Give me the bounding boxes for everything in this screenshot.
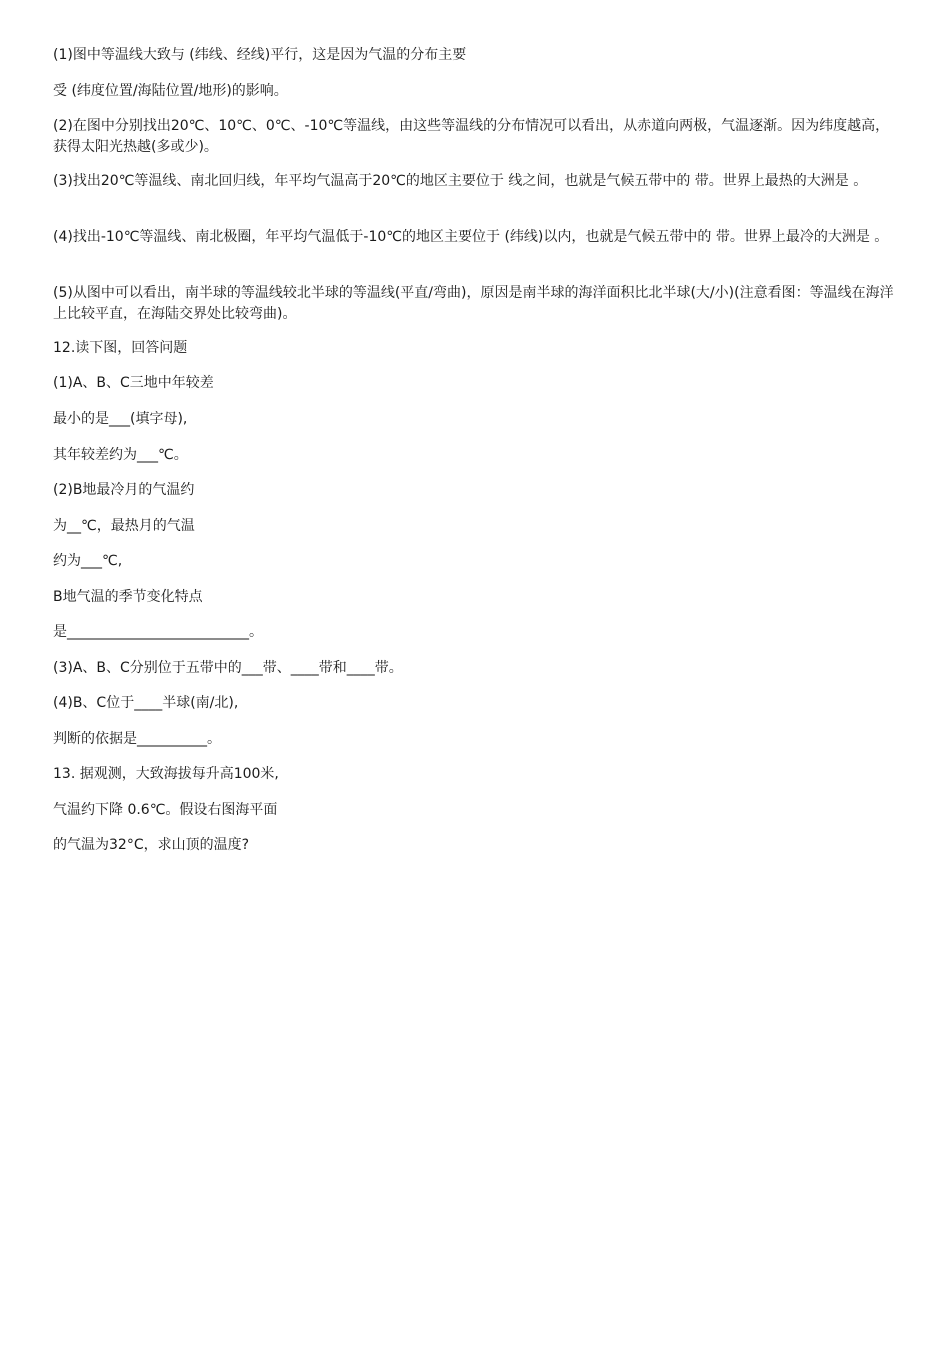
q12-part2-line5: 是__________________________。 [53,624,263,640]
q12-part2-line3: 约为___℃, [53,553,123,569]
q12-part4-line2: 判断的依据是__________。 [53,731,221,747]
q12-part1-line2: 最小的是___(填字母), [53,411,188,427]
q12-part2-line4: B地气温的季节变化特点 [53,589,203,605]
q13-line2: 气温约下降 0.6℃。假设右图海平面 [53,802,278,818]
q12-part3: (3)A、B、C分别位于五带中的___带、____带和____带。 [53,660,403,676]
q12-part2-line2: 为__℃，最热月的气温 [53,518,195,534]
q11-part3: (3)找出20℃等温线、南北回归线，年平均气温高于20℃的地区主要位于 线之间，也就是气候五带中的 带。世界上最热的大洲是 。 [53,173,868,189]
q11-part1-line1: (1)图中等温线大致与 (纬线、经线)平行，这是因为气温的分布主要 [53,47,467,63]
q12-part1-line1: (1)A、B、C三地中年较差 [53,375,214,391]
q13-line3: 的气温为32°C，求山顶的温度? [53,837,250,853]
q12-part1-line3: 其年较差约为___℃。 [53,447,188,463]
q11-part4: (4)找出-10℃等温线、南北极圈，年平均气温低于-10℃的地区主要位于 (纬线)以内，也就是气候五带中的 带。世界上最冷的大洲是 。 [53,229,889,245]
q13-line1: 13. 据观测，大致海拔每升高100米, [53,766,279,782]
q11-part5: (5)从图中可以看出，南半球的等温线较北半球的等温线(平直/弯曲)，原因是南半球的海洋面积比北半球(大/小)(注意看图：等温线在海洋上比较平直，在海陆交界处比较弯曲)。 [53,285,894,322]
q12-heading: 12.读下图，回答问题 [53,340,188,356]
q12-part2-line1: (2)B地最冷月的气温约 [53,482,195,498]
q12-part4-line1: (4)B、C位于____半球(南/北), [53,695,239,711]
q11-part2: (2)在图中分别找出20℃、10℃、0℃、-10℃等温线，由这些等温线的分布情况可以看出，从赤道向两极，气温逐渐。因为纬度越高，获得太阳光热越(多或少)。 [53,118,890,155]
q11-part1-line2: 受 (纬度位置/海陆位置/地形)的影响。 [53,83,288,99]
